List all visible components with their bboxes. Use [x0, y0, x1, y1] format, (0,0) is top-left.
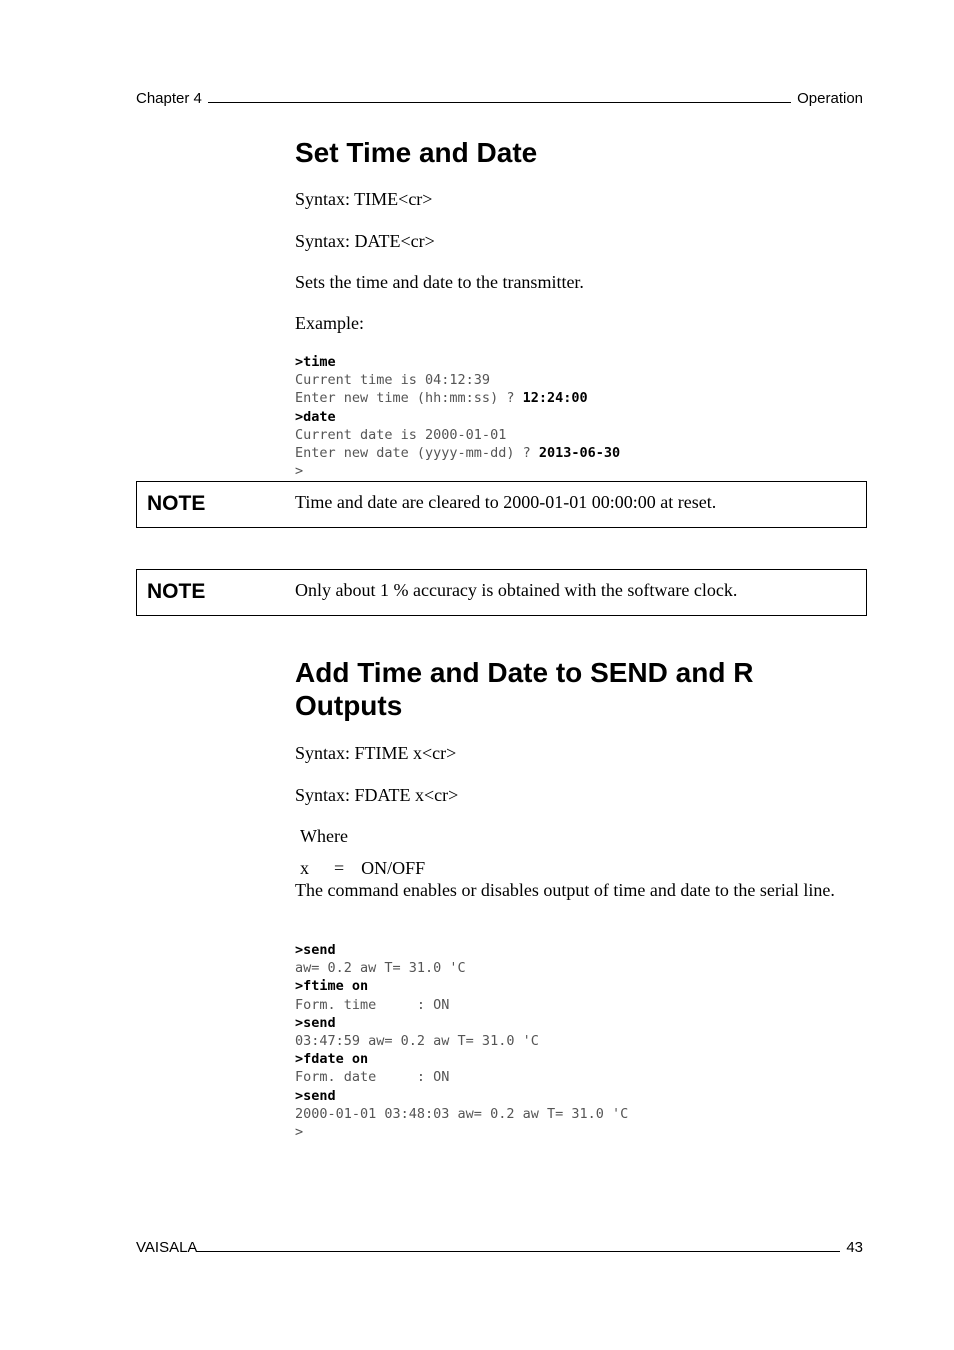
code-line: >send [295, 942, 336, 958]
description-ftime: The command enables or disables output of time and date to the serial line. [295, 880, 835, 900]
code-block-send [295, 941, 628, 1141]
code-input: 12:24:00 [522, 390, 588, 407]
section-label: Operation [797, 90, 863, 107]
code-line: >date [295, 408, 336, 425]
example-label: Example: [295, 313, 364, 333]
code-line: Current time is 04:12:39 [295, 372, 491, 389]
code-line: >time [295, 354, 336, 370]
param-value: ON/OFF [361, 858, 426, 878]
note-box-reset [136, 481, 867, 528]
code-line: >send [295, 1014, 336, 1031]
code-line: 2000-01-01 03:48:03 aw= 0.2 aw T= 31.0 'C [295, 1105, 629, 1122]
page-number: 43 [846, 1239, 863, 1256]
note-text: Time and date are cleared to 2000-01-01 00:00:00 at reset. [295, 492, 717, 512]
code-line: >ftime on [295, 978, 369, 995]
header-rule [208, 102, 791, 103]
syntax-time: Syntax: TIME<cr> [295, 189, 433, 209]
note-text: Only about 1 % accuracy is obtained with the software clock. [295, 580, 738, 600]
code-line: > [295, 463, 304, 480]
chapter-label: Chapter 4 [136, 90, 202, 107]
code-line: 03:47:59 aw= 0.2 aw T= 31.0 'C [295, 1033, 539, 1050]
code-line [295, 444, 620, 462]
code-line: >fdate on [295, 1051, 369, 1068]
code-line: Form. time : ON [295, 996, 450, 1013]
note-label: NOTE [147, 492, 206, 515]
code-line [295, 389, 620, 407]
param-definition [300, 857, 425, 879]
code-block-time-date [295, 353, 620, 480]
code-line: aw= 0.2 aw T= 31.0 'C [295, 960, 466, 977]
page-footer [136, 1239, 863, 1256]
note-box-accuracy [136, 569, 867, 616]
footer-rule [197, 1251, 840, 1252]
page-header [136, 90, 863, 107]
code-prompt: Enter new date (yyyy-mm-dd) ? [295, 445, 539, 462]
code-line: >send [295, 1087, 336, 1104]
description-set-time: Sets the time and date to the transmitter. [295, 272, 584, 292]
section-title-set-time-date: Set Time and Date [295, 137, 538, 168]
title-line: Outputs [295, 690, 403, 721]
where-label: Where [300, 826, 348, 846]
code-line: Current date is 2000-01-01 [295, 426, 507, 443]
section-title-add-time-date [295, 656, 753, 722]
note-label: NOTE [147, 580, 206, 603]
param-equals: = [334, 858, 345, 878]
syntax-date: Syntax: DATE<cr> [295, 231, 435, 251]
company-name: VAISALA [136, 1239, 198, 1256]
param-name: x [300, 858, 309, 878]
code-line: > [295, 1124, 304, 1141]
code-prompt: Enter new time (hh:mm:ss) ? [295, 390, 523, 407]
title-line: Add Time and Date to SEND and R [295, 657, 754, 688]
code-line: Form. date : ON [295, 1069, 450, 1086]
code-input: 2013-06-30 [538, 445, 621, 462]
syntax-ftime: Syntax: FTIME x<cr> [295, 743, 457, 763]
syntax-fdate: Syntax: FDATE x<cr> [295, 785, 459, 805]
